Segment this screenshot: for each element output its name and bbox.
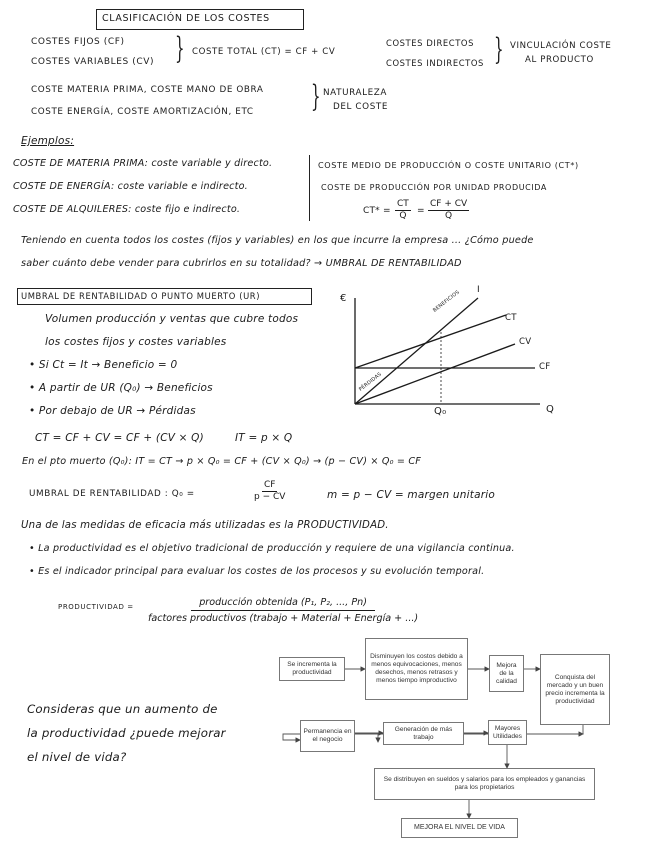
graph-cv-label: CV: [519, 337, 532, 347]
costes-fijos: COSTES FIJOS (CF): [31, 37, 125, 47]
graph-y-label: €: [340, 293, 347, 304]
productividad-den: factores productivos (trabajo + Material + Energía + ...): [148, 613, 419, 624]
page-title: CLASIFICACIÓN DE LOS COSTES: [102, 13, 270, 24]
it-formula: IT = p × Q: [235, 432, 293, 444]
ur-num: CF: [263, 480, 276, 490]
ejemplo-3: COSTE DE ALQUILERES: coste fijo e indirecto.: [13, 204, 241, 215]
pto-muerto-formula: En el pto muerto (Q₀): IT = CT → p × Q₀ = CF + (CV × Q₀) → (p − CV) × Q₀ = CF: [22, 456, 422, 467]
graph-cf-label: CF: [539, 362, 551, 372]
ct-eq: =: [417, 206, 425, 216]
naturaleza-label: NATURALEZA: [323, 88, 388, 98]
flow-node-mercado: Conquista del mercado y un buen precio incrementa la productividad: [540, 654, 610, 725]
ejemplo-2: COSTE DE ENERGÍA: coste variable e indirecto.: [13, 181, 248, 192]
al-producto-label: AL PRODUCTO: [525, 55, 594, 65]
vinculacion-label: VINCULACIÓN COSTE: [510, 41, 612, 51]
flow-node-costos: Disminuyen los costos debido a menos equivocaciones, menos desechos, menos retrasos y menos tiempo improductivo: [365, 638, 468, 700]
umbral-heading: UMBRAL DE RENTABILIDAD O PUNTO MUERTO (UR): [21, 291, 261, 301]
umbral-bullet-3: • Por debajo de UR → Pérdidas: [29, 405, 196, 417]
ct-over-q-num: CT: [397, 199, 409, 209]
ejemplos-label: Ejemplos:: [21, 135, 75, 147]
productividad-label: PRODUCTIVIDAD =: [58, 603, 134, 611]
ur-den: p − CV: [254, 492, 286, 502]
flow-node-sueldos: Se distribuyen en sueldos y salarios para los empleados y ganancias para los propietarios: [374, 768, 595, 800]
ct-star-label: CT* =: [363, 206, 391, 216]
question-line-2: saber cuánto debe vender para cubrirlos en su totalidad? → UMBRAL DE RENTABILIDAD: [21, 258, 462, 269]
coste-medio: COSTE MEDIO DE PRODUCCIÓN O COSTE UNITARIO (CT*): [318, 160, 579, 170]
productividad-intro: Una de las medidas de eficacia más utilizadas es la PRODUCTIVIDAD.: [21, 520, 389, 531]
graph-beneficios-label: BENEFICIOS: [432, 289, 461, 314]
costes-directos: COSTES DIRECTOS: [386, 38, 475, 48]
flow-node-productividad: Se incrementa la productividad: [279, 657, 345, 681]
umbral-desc-2: los costes fijos y costes variables: [45, 336, 227, 348]
graph-income-label: I: [477, 285, 480, 295]
ct-formula: CT = CF + CV = CF + (CV × Q): [35, 432, 204, 444]
question-line-1: Teniendo en cuenta todos los costes (fijos y variables) en los que incurre la empresa ... ¿Cómo puede: [21, 235, 534, 246]
margen-unitario: m = p − CV = margen unitario: [327, 489, 495, 501]
cfcv-over-q-num: CF + CV: [430, 199, 468, 209]
brace-total: }: [175, 31, 185, 66]
ct-over-q-den: Q: [399, 211, 407, 221]
productividad-bullet-2: • Es el indicador principal para evaluar los costes de los procesos y su evolución temporal.: [29, 566, 485, 577]
del-coste-label: DEL COSTE: [333, 102, 389, 112]
coste-energia: COSTE ENERGÍA, COSTE AMORTIZACIÓN, ETC: [31, 107, 254, 117]
productividad-num: producción obtenida (P₁, P₂, ..., Pn): [191, 595, 375, 611]
question2-line-3: el nivel de vida?: [27, 750, 127, 764]
graph-x-label: Q: [546, 404, 555, 415]
flow-node-utilidades: Mayores Utilidades: [488, 720, 527, 745]
umbral-bullet-2: • A partir de UR (Q₀) → Beneficios: [29, 382, 213, 394]
coste-materia: COSTE MATERIA PRIMA, COSTE MANO DE OBRA: [31, 85, 264, 95]
flow-node-trabajo: Generación de más trabajo: [383, 722, 464, 745]
flow-node-calidad: Mejora de la calidad: [489, 655, 524, 692]
flow-node-nivel-vida: MEJORA EL NIVEL DE VIDA: [401, 818, 518, 838]
question2-line-1: Consideras que un aumento de: [27, 702, 218, 716]
costes-variables: COSTES VARIABLES (CV): [31, 57, 155, 67]
flow-node-permanencia: Permanencia en el negocio: [300, 720, 355, 752]
brace-vinculacion: }: [494, 32, 504, 67]
coste-por-unidad: COSTE DE PRODUCCIÓN POR UNIDAD PRODUCIDA: [321, 183, 548, 192]
umbral-desc-1: Volumen producción y ventas que cubre todos: [45, 313, 299, 325]
cfcv-over-q-den: Q: [445, 211, 453, 221]
umbral-bullet-1: • Si Ct = It → Beneficio = 0: [29, 359, 178, 371]
coste-total: COSTE TOTAL (CT) = CF + CV: [192, 47, 336, 57]
ur-label: UMBRAL DE RENTABILIDAD : Q₀ =: [29, 489, 195, 499]
graph-ct-label: CT: [505, 313, 517, 323]
costes-indirectos: COSTES INDIRECTOS: [386, 58, 484, 68]
graph-q0-label: Q₀: [434, 406, 447, 417]
ejemplo-1: COSTE DE MATERIA PRIMA: coste variable y directo.: [13, 158, 273, 169]
question2-line-2: la productividad ¿puede mejorar: [27, 726, 226, 740]
graph-perdidas-label: PÉRDIDAS: [358, 371, 383, 393]
brace-naturaleza: }: [311, 79, 321, 114]
productividad-bullet-1: • La productividad es el objetivo tradicional de producción y requiere de una vigilancia continua.: [29, 543, 515, 554]
